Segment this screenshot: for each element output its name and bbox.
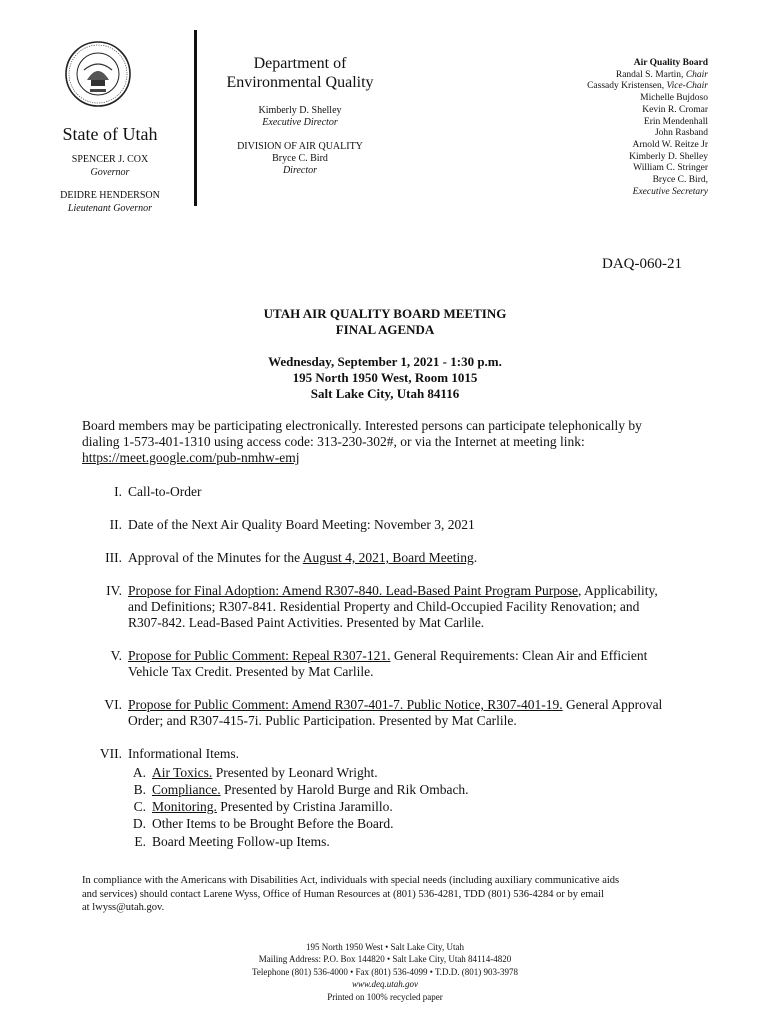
compliance-link[interactable]: Compliance. (152, 782, 221, 797)
department-name: Department of Environmental Quality (226, 55, 374, 91)
header-divider (194, 30, 197, 206)
ada-compliance-note: In compliance with the Americans with Disabilities Act, individuals with special needs (including auxiliary communicative aids and services) should contact Larene Wyss, Office of Human Resources at (801) 536-4281, TDD (801) 536-4284 or by email at lwyss@utah.gov. (82, 875, 620, 913)
board-secretary-title: Executive Secretary (632, 186, 708, 197)
amend-r307-401-link[interactable]: Propose for Public Comment: Amend R307-401-7. Public Notice, R307-401-19. (128, 697, 563, 712)
intro-paragraph: Board members may be participating electronically. Interested persons can participate telephonically by dialing 1-573-401-1310 using access code: 313-230-302#, or via the Internet at meeting link: https://meet.google.com/pub-nmhw-emj (82, 418, 642, 465)
page-footer: 195 North 1950 West • Salt Lake City, Utah Mailing Address: P.O. Box 144820 • Salt Lake City, Utah 84114-4820 Telephone (801) 536-4000 • Fax (801) 536-4099 • T.D.D. (801) 903-3978 www.deq.utah.gov Printed on 100% recycled paper (251, 942, 519, 1002)
monitoring-link[interactable]: Monitoring. (152, 799, 217, 814)
governor-title: Governor (90, 167, 130, 178)
board-member: Randal S. Martin, Chair (615, 69, 708, 80)
board-member: John Rasband (654, 128, 708, 139)
minutes-link[interactable]: August 4, 2021, Board Meeting (302, 550, 474, 565)
meeting-details: Wednesday, September 1, 2021 - 1:30 p.m. 195 North 1950 West, Room 1015 Salt Lake City, Utah 84116 (268, 354, 502, 401)
board-member: Michelle Bujdoso (640, 93, 708, 104)
meeting-title: UTAH AIR QUALITY BOARD MEETING FINAL AGENDA (263, 306, 507, 337)
board-member: Kimberly D. Shelley (629, 151, 708, 162)
board-member: Erin Mendenhall (643, 116, 708, 127)
board-title: Air Quality Board (633, 58, 708, 68)
division-director-title: Director (282, 165, 318, 176)
state-name: State of Utah (62, 124, 158, 144)
board-member: Bryce C. Bird, (652, 175, 708, 186)
air-toxics-link[interactable]: Air Toxics. (152, 765, 213, 780)
lt-governor-name: DEIDRE HENDERSON (60, 190, 160, 201)
exec-director-title: Executive Director (262, 117, 338, 128)
division-director-name: Bryce C. Bird (272, 153, 328, 164)
lt-governor-title: Lieutenant Governor (67, 203, 153, 214)
board-member: Kevin R. Cromar (642, 104, 708, 115)
board-member: Cassady Kristensen, Vice-Chair (587, 81, 708, 92)
governor-name: SPENCER J. COX (71, 154, 149, 165)
utah-state-seal-logo (64, 40, 132, 108)
document-id: DAQ-060-21 (602, 256, 682, 272)
exec-director-name: Kimberly D. Shelley (258, 105, 342, 116)
board-member: Arnold W. Reitze Jr (632, 139, 708, 150)
repeal-r307-121-link[interactable]: Propose for Public Comment: Repeal R307-121. (128, 648, 391, 663)
board-member: William C. Stringer (633, 163, 708, 174)
board-member-list (488, 58, 708, 198)
division-name: DIVISION OF AIR QUALITY (237, 141, 363, 152)
meeting-link[interactable]: https://meet.google.com/pub-nmhw-emj (82, 450, 300, 465)
lead-paint-link[interactable]: Propose for Final Adoption: Amend R307-840. Lead-Based Paint Program Purpose (128, 583, 578, 598)
